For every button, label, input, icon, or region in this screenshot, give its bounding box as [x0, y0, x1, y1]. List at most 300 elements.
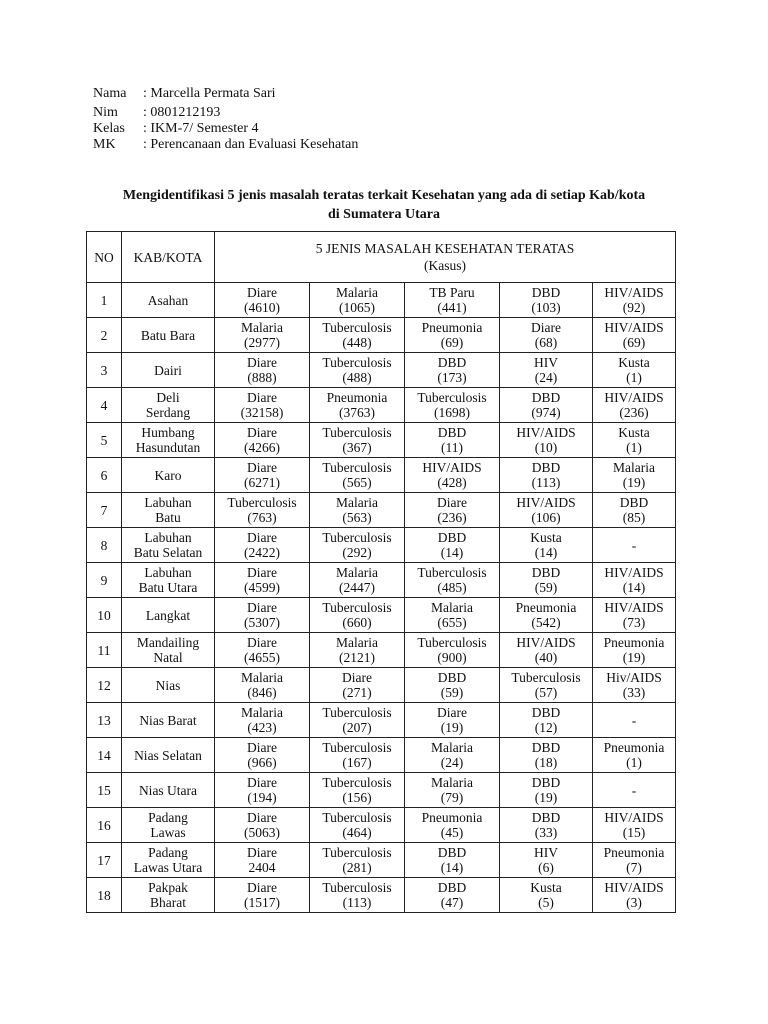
problem-cell: [215, 703, 310, 738]
case-count: (12): [534, 720, 558, 735]
row-number: 17: [87, 843, 122, 878]
problem-cell: [593, 633, 676, 668]
problem-cell: [310, 423, 405, 458]
case-count: (3): [626, 895, 642, 910]
problem-name: Tuberculosis: [322, 355, 392, 370]
case-count: (542): [531, 615, 561, 630]
problem-cell: [593, 318, 676, 353]
case-count: (974): [531, 405, 561, 420]
problem-name: Diare: [247, 355, 277, 370]
problem-cell: [405, 493, 500, 528]
kab-kota-name: Labuhan: [144, 495, 192, 510]
case-count: 2404: [248, 860, 276, 875]
problem-cell: [215, 878, 310, 913]
kab-kota-cell: [122, 318, 215, 353]
case-count: (423): [247, 720, 277, 735]
problem-name: -: [631, 782, 637, 798]
table-row: [87, 808, 676, 843]
row-number: 14: [87, 738, 122, 773]
student-info: [93, 86, 358, 153]
kab-kota-cell: [122, 703, 215, 738]
kab-kota-name: Lawas Utara: [133, 860, 203, 875]
table-row: [87, 563, 676, 598]
kab-kota-cell: [122, 458, 215, 493]
table-row: [87, 668, 676, 703]
case-count: (173): [437, 370, 467, 385]
kab-kota-cell: [122, 493, 215, 528]
problem-name: Diare: [247, 635, 277, 650]
problem-cell: [310, 668, 405, 703]
problem-name: HIV/AIDS: [604, 285, 664, 300]
row-number: 13: [87, 703, 122, 738]
problem-name: HIV/AIDS: [422, 460, 482, 475]
problem-name: Pneumonia: [421, 810, 483, 825]
problem-name: DBD: [437, 355, 467, 370]
problem-cell: [500, 598, 593, 633]
problem-name: Tuberculosis: [227, 495, 297, 510]
case-count: (4655): [244, 650, 280, 665]
kab-kota-name: Nias Barat: [139, 712, 197, 728]
case-count: (40): [534, 650, 558, 665]
problem-cell: [215, 423, 310, 458]
kab-kota-cell: [122, 563, 215, 598]
problem-cell: [593, 808, 676, 843]
problem-name: DBD: [437, 425, 467, 440]
problem-name: Malaria: [336, 495, 378, 510]
row-number: 2: [87, 318, 122, 353]
row-number: 8: [87, 528, 122, 563]
row-number: 11: [87, 633, 122, 668]
problem-name: Tuberculosis: [322, 460, 392, 475]
problem-name: Tuberculosis: [417, 390, 487, 405]
case-count: (1698): [434, 405, 470, 420]
problem-cell: [405, 353, 500, 388]
problem-name: Malaria: [613, 460, 655, 475]
case-count: (207): [342, 720, 372, 735]
problem-cell: [593, 703, 676, 738]
case-count: (59): [440, 685, 464, 700]
problem-name: Malaria: [241, 320, 283, 335]
case-count: (57): [534, 685, 558, 700]
case-count: (5): [538, 895, 554, 910]
case-count: (14): [440, 545, 464, 560]
case-count: (2422): [244, 545, 280, 560]
table-row: [87, 318, 676, 353]
problem-cell: [215, 388, 310, 423]
row-number: 5: [87, 423, 122, 458]
case-count: (441): [437, 300, 467, 315]
case-count: (4266): [244, 440, 280, 455]
problem-cell: [500, 563, 593, 598]
kelas-label: Kelas: [93, 121, 125, 136]
problem-name: DBD: [619, 495, 649, 510]
problem-cell: [215, 738, 310, 773]
table-row: [87, 283, 676, 318]
problem-name: HIV/AIDS: [516, 425, 576, 440]
case-count: (68): [534, 335, 558, 350]
problem-cell: [500, 528, 593, 563]
case-count: (900): [437, 650, 467, 665]
problem-name: Tuberculosis: [322, 425, 392, 440]
case-count: (106): [531, 510, 561, 525]
problem-cell: [310, 388, 405, 423]
problem-cell: [593, 773, 676, 808]
case-count: (2447): [339, 580, 375, 595]
problem-cell: [500, 773, 593, 808]
row-number: 4: [87, 388, 122, 423]
case-count: (85): [622, 510, 646, 525]
table-row: [87, 493, 676, 528]
kab-kota-cell: [122, 528, 215, 563]
case-count: (4610): [244, 300, 280, 315]
problem-cell: [215, 563, 310, 598]
row-number: 12: [87, 668, 122, 703]
case-count: (5307): [244, 615, 280, 630]
case-count: (1065): [339, 300, 375, 315]
case-count: (45): [440, 825, 464, 840]
problem-cell: [405, 318, 500, 353]
case-count: (14): [440, 860, 464, 875]
problem-name: Diare: [437, 705, 467, 720]
kab-kota-name: Nias Selatan: [134, 747, 202, 763]
problem-name: Diare: [342, 670, 372, 685]
problem-name: DBD: [437, 530, 467, 545]
case-count: (966): [247, 755, 277, 770]
problem-cell: [405, 703, 500, 738]
problem-name: Diare: [247, 460, 277, 475]
problem-name: HIV/AIDS: [604, 600, 664, 615]
problem-cell: [405, 668, 500, 703]
kab-kota-cell: [122, 738, 215, 773]
problem-cell: [500, 703, 593, 738]
row-number: 7: [87, 493, 122, 528]
problems-header-title: 5 JENIS MASALAH KESEHATAN TERATAS: [315, 241, 575, 256]
problem-cell: [215, 318, 310, 353]
problem-name: Malaria: [241, 670, 283, 685]
problem-name: HIV/AIDS: [604, 880, 664, 895]
problem-name: Tuberculosis: [511, 670, 581, 685]
case-count: (14): [534, 545, 558, 560]
problem-cell: [405, 878, 500, 913]
table-row: [87, 878, 676, 913]
problem-cell: [593, 458, 676, 493]
table-row: [87, 843, 676, 878]
case-count: (103): [531, 300, 561, 315]
problem-name: Tuberculosis: [322, 320, 392, 335]
nim-value: : 0801212193: [143, 105, 221, 120]
problem-cell: [593, 668, 676, 703]
problem-name: Diare: [247, 775, 277, 790]
case-count: (113): [531, 475, 561, 490]
row-number: 1: [87, 283, 122, 318]
problem-cell: [593, 563, 676, 598]
problem-cell: [500, 843, 593, 878]
problem-cell: [500, 668, 593, 703]
problem-cell: [310, 528, 405, 563]
problem-cell: [593, 878, 676, 913]
case-count: (18): [534, 755, 558, 770]
document-title: [86, 186, 682, 224]
case-count: (15): [622, 825, 646, 840]
problem-cell: [500, 878, 593, 913]
problem-cell: [405, 598, 500, 633]
nama-row: [93, 86, 358, 102]
problem-name: Tuberculosis: [322, 810, 392, 825]
problem-cell: [593, 423, 676, 458]
problem-name: Diare: [247, 845, 277, 860]
problem-name: Tuberculosis: [322, 775, 392, 790]
problem-name: Pneumonia: [515, 600, 577, 615]
case-count: (428): [437, 475, 467, 490]
col-header-kab-kota: KAB/KOTA: [122, 232, 215, 283]
case-count: (660): [342, 615, 372, 630]
kab-kota-name: Hasundutan: [135, 440, 201, 455]
problem-name: DBD: [437, 670, 467, 685]
problem-name: Malaria: [431, 775, 473, 790]
problem-name: Kusta: [618, 355, 650, 370]
problem-cell: [405, 843, 500, 878]
table-header-row: [87, 232, 676, 283]
problem-name: Pneumonia: [603, 635, 665, 650]
problem-cell: [500, 423, 593, 458]
kab-kota-name: Asahan: [147, 292, 189, 308]
problem-name: DBD: [437, 880, 467, 895]
problem-cell: [593, 493, 676, 528]
problem-cell: [215, 598, 310, 633]
problem-name: Malaria: [431, 740, 473, 755]
kab-kota-cell: [122, 633, 215, 668]
kab-kota-name: Lawas: [150, 825, 186, 840]
problem-name: Tuberculosis: [322, 845, 392, 860]
problem-name: Diare: [531, 320, 561, 335]
problem-name: HIV/AIDS: [604, 565, 664, 580]
problem-name: Diare: [247, 285, 277, 300]
case-count: (292): [342, 545, 372, 560]
problem-cell: [593, 738, 676, 773]
case-count: (2121): [339, 650, 375, 665]
problem-cell: [310, 458, 405, 493]
table-row: [87, 458, 676, 493]
problem-name: Diare: [247, 740, 277, 755]
problem-name: Tuberculosis: [322, 705, 392, 720]
case-count: (846): [247, 685, 277, 700]
case-count: (156): [342, 790, 372, 805]
problem-name: HIV/AIDS: [516, 635, 576, 650]
mk-row: [93, 137, 358, 153]
kab-kota-name: Padang: [148, 845, 188, 860]
problem-cell: [310, 493, 405, 528]
case-count: (6271): [244, 475, 280, 490]
col-header-no: NO: [87, 232, 122, 283]
case-count: (19): [440, 720, 464, 735]
kab-kota-name: Batu Selatan: [133, 545, 203, 560]
problem-cell: [310, 738, 405, 773]
problem-name: Malaria: [336, 285, 378, 300]
case-count: (24): [440, 755, 464, 770]
case-count: (24): [534, 370, 558, 385]
nim-row: [93, 105, 358, 121]
table-row: [87, 423, 676, 458]
case-count: (236): [619, 405, 649, 420]
kab-kota-name: Labuhan: [144, 565, 192, 580]
mk-label: MK: [93, 137, 116, 152]
problem-cell: [310, 878, 405, 913]
nim-label: Nim: [93, 105, 118, 120]
problem-name: Hiv/AIDS: [606, 670, 662, 685]
problem-name: -: [631, 712, 637, 728]
mk-value: : Perencanaan dan Evaluasi Kesehatan: [143, 137, 359, 152]
problem-cell: [405, 423, 500, 458]
problem-cell: [500, 493, 593, 528]
problem-name: DBD: [531, 460, 561, 475]
case-count: (69): [440, 335, 464, 350]
problem-cell: [310, 808, 405, 843]
case-count: (1): [626, 440, 642, 455]
row-number: 15: [87, 773, 122, 808]
case-count: (59): [534, 580, 558, 595]
case-count: (281): [342, 860, 372, 875]
problem-name: HIV/AIDS: [516, 495, 576, 510]
problem-cell: [215, 633, 310, 668]
problem-cell: [310, 773, 405, 808]
nama-value: : Marcella Permata Sari: [143, 86, 276, 101]
problem-name: DBD: [531, 705, 561, 720]
problem-cell: [405, 563, 500, 598]
problem-name: Malaria: [336, 635, 378, 650]
problem-cell: [215, 843, 310, 878]
case-count: (236): [437, 510, 467, 525]
case-count: (19): [622, 650, 646, 665]
kab-kota-name: Natal: [153, 650, 183, 665]
case-count: (448): [342, 335, 372, 350]
problem-cell: [310, 283, 405, 318]
kab-kota-name: Serdang: [145, 405, 191, 420]
case-count: (69): [622, 335, 646, 350]
case-count: (33): [622, 685, 646, 700]
table-body: [87, 283, 676, 913]
case-count: (485): [437, 580, 467, 595]
kab-kota-cell: [122, 773, 215, 808]
problem-cell: [593, 388, 676, 423]
kab-kota-name: Humbang: [141, 425, 195, 440]
case-count: (47): [440, 895, 464, 910]
kab-kota-cell: [122, 353, 215, 388]
kab-kota-name: Deli: [156, 390, 180, 405]
problem-cell: [215, 808, 310, 843]
health-problems-table: [86, 231, 676, 913]
problem-name: DBD: [531, 810, 561, 825]
problem-name: Tuberculosis: [322, 740, 392, 755]
problem-name: -: [631, 537, 637, 553]
problem-name: Kusta: [530, 880, 562, 895]
problem-cell: [215, 493, 310, 528]
kab-kota-cell: [122, 388, 215, 423]
kab-kota-cell: [122, 878, 215, 913]
row-number: 6: [87, 458, 122, 493]
problem-name: Diare: [437, 495, 467, 510]
case-count: (3763): [339, 405, 375, 420]
problem-cell: [215, 528, 310, 563]
case-count: (763): [247, 510, 277, 525]
case-count: (11): [441, 440, 463, 455]
problem-cell: [500, 633, 593, 668]
case-count: (4599): [244, 580, 280, 595]
case-count: (19): [622, 475, 646, 490]
table-row: [87, 773, 676, 808]
kab-kota-name: Mandailing: [136, 635, 200, 650]
case-count: (194): [247, 790, 277, 805]
problem-name: Malaria: [241, 705, 283, 720]
kab-kota-cell: [122, 843, 215, 878]
problem-cell: [310, 843, 405, 878]
kab-kota-cell: [122, 598, 215, 633]
table-row: [87, 633, 676, 668]
kab-kota-name: Nias Utara: [138, 782, 198, 798]
problem-cell: [593, 843, 676, 878]
problem-cell: [405, 283, 500, 318]
problem-cell: [500, 808, 593, 843]
case-count: (563): [342, 510, 372, 525]
problem-cell: [215, 668, 310, 703]
problem-cell: [215, 283, 310, 318]
case-count: (19): [534, 790, 558, 805]
kab-kota-name: Karo: [154, 467, 182, 483]
problem-name: DBD: [531, 390, 561, 405]
table-row: [87, 703, 676, 738]
problem-name: Diare: [247, 530, 277, 545]
kelas-value: : IKM-7/ Semester 4: [143, 121, 259, 136]
kab-kota-name: Pakpak: [148, 880, 188, 895]
problem-cell: [405, 388, 500, 423]
problem-name: DBD: [437, 845, 467, 860]
kelas-row: [93, 121, 358, 137]
problem-name: Pneumonia: [421, 320, 483, 335]
problem-name: Diare: [247, 390, 277, 405]
case-count: (5063): [244, 825, 280, 840]
problem-name: DBD: [531, 775, 561, 790]
row-number: 10: [87, 598, 122, 633]
nama-label: Nama: [93, 86, 127, 101]
kab-kota-cell: [122, 668, 215, 703]
problem-name: Tuberculosis: [322, 530, 392, 545]
problem-name: Diare: [247, 810, 277, 825]
problem-name: Pneumonia: [326, 390, 388, 405]
problem-name: Tuberculosis: [417, 565, 487, 580]
case-count: (92): [622, 300, 646, 315]
problem-name: HIV/AIDS: [604, 390, 664, 405]
problem-name: Kusta: [530, 530, 562, 545]
kab-kota-cell: [122, 283, 215, 318]
problem-name: Tuberculosis: [322, 600, 392, 615]
case-count: (73): [622, 615, 646, 630]
kab-kota-name: Batu Utara: [138, 580, 198, 595]
problem-cell: [310, 318, 405, 353]
problem-cell: [593, 353, 676, 388]
case-count: (10): [534, 440, 558, 455]
table-row: [87, 598, 676, 633]
problem-name: HIV/AIDS: [604, 320, 664, 335]
problem-name: HIV/AIDS: [604, 810, 664, 825]
problem-name: Diare: [247, 565, 277, 580]
problem-cell: [405, 458, 500, 493]
row-number: 16: [87, 808, 122, 843]
problem-cell: [310, 598, 405, 633]
col-header-problems: [215, 232, 676, 283]
table-row: [87, 528, 676, 563]
kab-kota-name: Labuhan: [144, 530, 192, 545]
case-count: (464): [342, 825, 372, 840]
case-count: (7): [626, 860, 642, 875]
